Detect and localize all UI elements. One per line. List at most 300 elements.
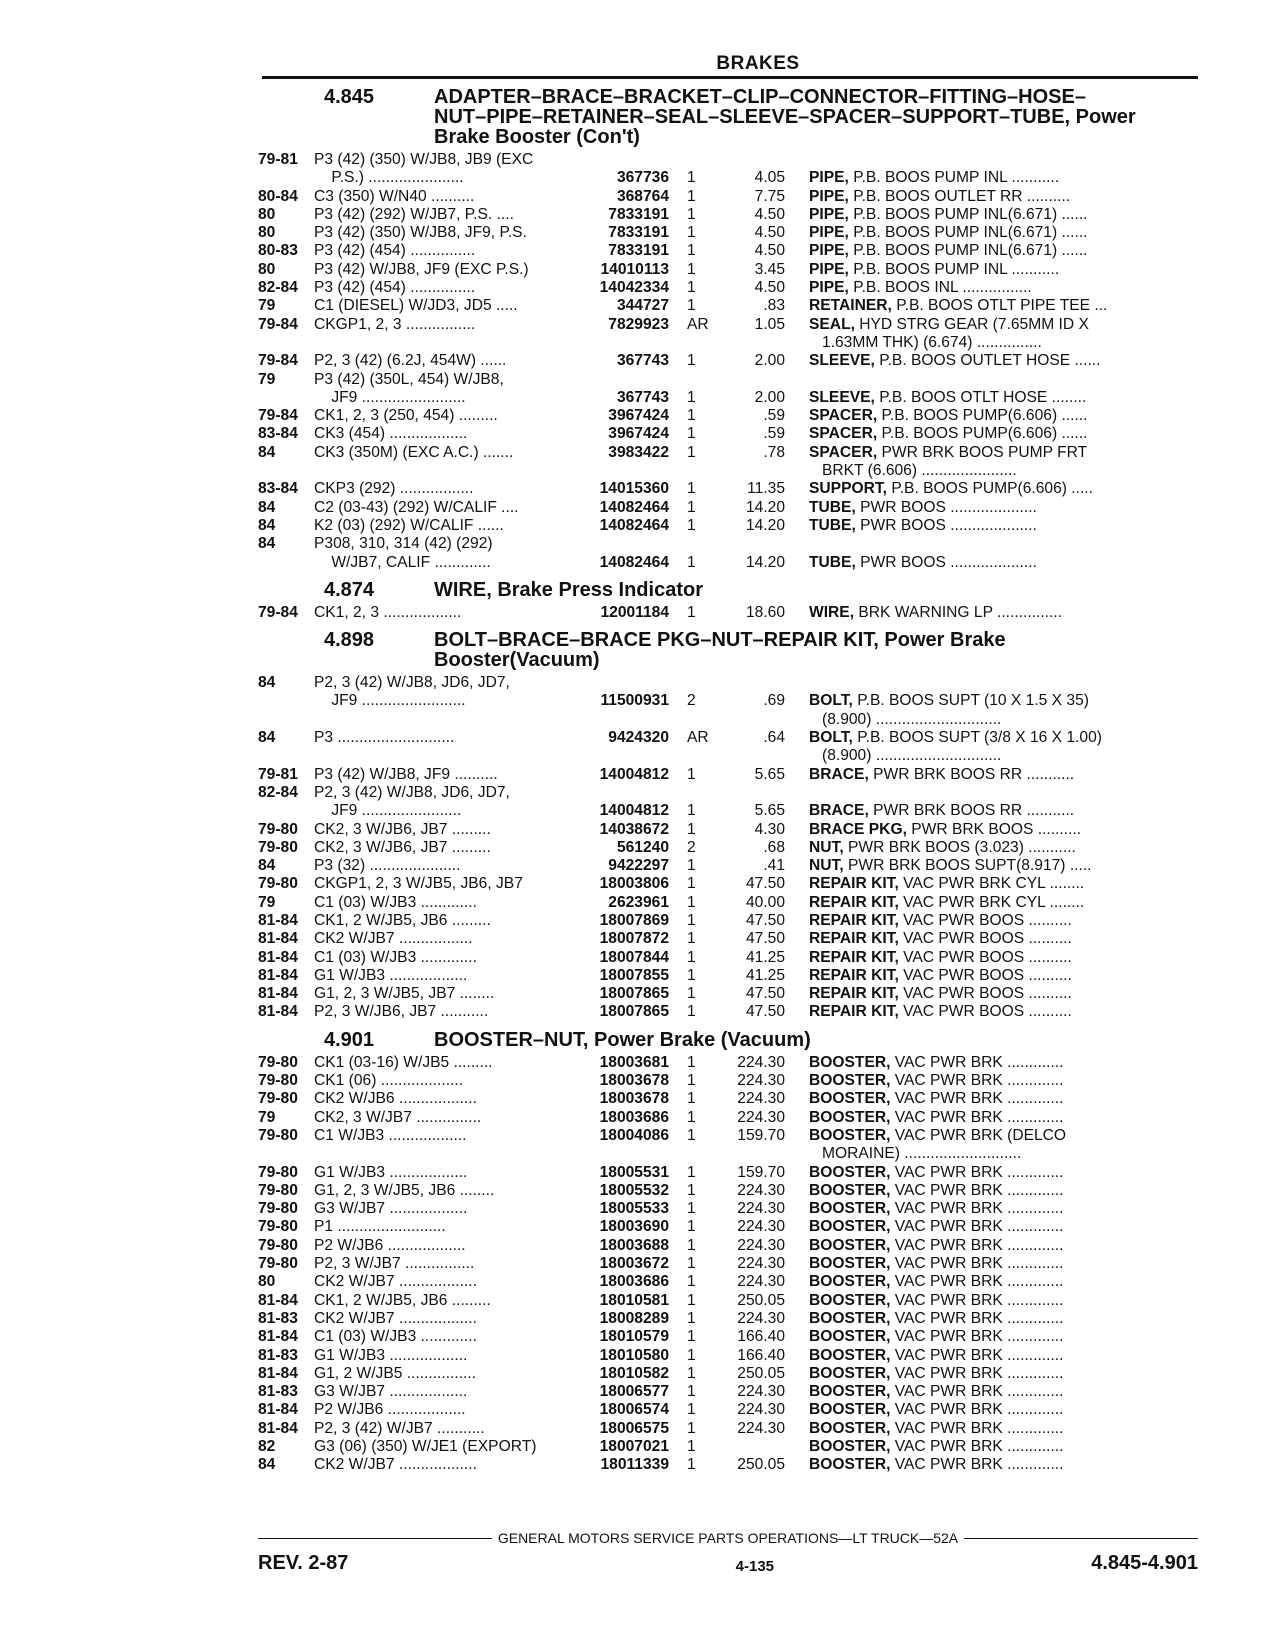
description: PIPE, P.B. BOOS OUTLET RR .......... bbox=[809, 187, 1071, 205]
part-number: 18003806 bbox=[599, 875, 669, 893]
quantity: 1 bbox=[687, 1108, 696, 1126]
price: 166.40 bbox=[737, 1328, 785, 1346]
part-number: 18003672 bbox=[599, 1255, 669, 1273]
year-range: 84 bbox=[258, 498, 276, 516]
description: REPAIR KIT, VAC PWR BOOS .......... bbox=[809, 1003, 1072, 1021]
parts-row bbox=[258, 1003, 1198, 1021]
year-range: 80-83 bbox=[258, 242, 298, 260]
year-range: 79-80 bbox=[258, 875, 298, 893]
price bbox=[731, 784, 809, 802]
application: C1 W/JB3 .................. bbox=[314, 1126, 467, 1144]
parts-row bbox=[258, 766, 1198, 784]
year-range: 79-80 bbox=[258, 1053, 298, 1071]
year-range: 81-84 bbox=[258, 1328, 298, 1346]
part-number: 18007021 bbox=[599, 1438, 669, 1455]
part-number: 7833191 bbox=[608, 224, 669, 242]
price: 14.20 bbox=[745, 516, 785, 534]
parts-row bbox=[258, 1438, 1198, 1456]
application: CK1, 2, 3 (250, 454) ......... bbox=[314, 407, 498, 425]
application: CKGP1, 2, 3 W/JB5, JB6, JB7 bbox=[314, 875, 523, 893]
application: C1 (03) W/JB3 ............. bbox=[314, 948, 477, 966]
parts-row bbox=[258, 1456, 1198, 1474]
quantity: 1 bbox=[687, 1438, 696, 1455]
part-number: 18010580 bbox=[599, 1346, 669, 1364]
parts-row bbox=[258, 1328, 1198, 1346]
footer-publisher: GENERAL MOTORS SERVICE PARTS OPERATIONS—LT TRUCK—52A bbox=[497, 1530, 959, 1546]
quantity bbox=[681, 535, 731, 553]
quantity: 1 bbox=[687, 1126, 696, 1144]
price: 224.30 bbox=[737, 1200, 785, 1218]
application: P1 ......................... bbox=[314, 1218, 446, 1236]
description: BOOSTER, VAC PWR BRK ............. bbox=[809, 1309, 1064, 1327]
description: SEAL, HYD STRG GEAR (7.65MM ID X bbox=[809, 315, 1089, 333]
parts-catalog-page bbox=[258, 52, 1198, 1475]
application: CKP3 (292) ................. bbox=[314, 480, 474, 498]
parts-list bbox=[258, 151, 1198, 572]
parts-row bbox=[258, 821, 1198, 839]
price bbox=[731, 535, 809, 553]
part-number: 18003678 bbox=[599, 1090, 669, 1108]
quantity: 1 bbox=[687, 1200, 696, 1218]
parts-row bbox=[258, 784, 1198, 802]
application: G1 W/JB3 .................. bbox=[314, 1163, 468, 1181]
parts-row bbox=[258, 839, 1198, 857]
quantity: 2 bbox=[687, 692, 696, 710]
part-number bbox=[574, 1145, 681, 1163]
price: 47.50 bbox=[745, 875, 785, 893]
quantity: 1 bbox=[687, 498, 696, 516]
part-number: 18003678 bbox=[599, 1072, 669, 1090]
description: BOOSTER, VAC PWR BRK ............. bbox=[809, 1200, 1064, 1218]
parts-row bbox=[258, 279, 1198, 297]
year-range: 84 bbox=[258, 535, 276, 553]
year-range: 79 bbox=[258, 297, 276, 315]
application: CK2 W/JB7 ................. bbox=[314, 930, 473, 948]
price: 159.70 bbox=[737, 1126, 785, 1144]
price: 250.05 bbox=[737, 1456, 785, 1474]
price: 224.30 bbox=[737, 1236, 785, 1254]
application: C1 (03) W/JB3 ............. bbox=[314, 1328, 477, 1346]
parts-row bbox=[258, 297, 1198, 315]
description: NUT, PWR BRK BOOS SUPT(8.917) ..... bbox=[809, 857, 1092, 875]
header-rule bbox=[262, 76, 1198, 79]
parts-row bbox=[258, 1237, 1198, 1255]
description: BOOSTER, VAC PWR BRK ............. bbox=[809, 1236, 1064, 1254]
application: CK2 W/JB7 .................. bbox=[314, 1273, 477, 1291]
quantity: 1 bbox=[687, 985, 696, 1003]
year-range: 84 bbox=[258, 443, 276, 461]
description: BRACE PKG, PWR BRK BOOS .......... bbox=[809, 820, 1082, 838]
part-number: 3967424 bbox=[608, 407, 669, 425]
price: 5.65 bbox=[754, 802, 785, 820]
part-number: 18008289 bbox=[599, 1309, 669, 1327]
year-range: 79-80 bbox=[258, 1218, 298, 1236]
application: C2 (03-43) (292) W/CALIF .... bbox=[314, 498, 519, 516]
application: CK2, 3 W/JB6, JB7 ......... bbox=[314, 820, 491, 838]
year-range: 81-84 bbox=[258, 911, 298, 929]
price: 4.30 bbox=[754, 820, 785, 838]
application: P2 W/JB6 .................. bbox=[314, 1236, 466, 1254]
parts-row bbox=[258, 352, 1198, 370]
application: G3 W/JB7 .................. bbox=[314, 1200, 468, 1218]
part-number: 9422297 bbox=[608, 857, 669, 875]
description: BOLT, P.B. BOOS SUPT (10 X 1.5 X 35) bbox=[809, 692, 1089, 710]
price: .64 bbox=[763, 729, 785, 747]
year-range: 79-80 bbox=[258, 820, 298, 838]
description: BOOSTER, VAC PWR BRK (DELCO bbox=[809, 1126, 1067, 1144]
quantity: 1 bbox=[687, 1328, 696, 1346]
parts-row bbox=[258, 1182, 1198, 1200]
description: PIPE, P.B. BOOS PUMP INL(6.671) ...... bbox=[809, 224, 1088, 242]
price bbox=[731, 371, 809, 389]
price: 4.50 bbox=[754, 224, 785, 242]
price bbox=[731, 711, 809, 729]
year-range: 81-84 bbox=[258, 1419, 298, 1437]
description: BOLT, P.B. BOOS SUPT (3/8 X 16 X 1.00) bbox=[809, 729, 1102, 747]
year-range: 79-80 bbox=[258, 838, 298, 856]
application: CK2, 3 W/JB7 ............... bbox=[314, 1108, 482, 1126]
parts-row bbox=[258, 1109, 1198, 1127]
description bbox=[809, 784, 1198, 802]
part-number: 7829923 bbox=[608, 315, 669, 333]
description: BOOSTER, VAC PWR BRK ............. bbox=[809, 1438, 1064, 1455]
year-range: 79-84 bbox=[258, 352, 298, 370]
application: P3 (42) (350) W/JB8, JB9 (EXC bbox=[314, 151, 534, 168]
price: .68 bbox=[763, 838, 785, 856]
parts-row bbox=[258, 224, 1198, 242]
price: .78 bbox=[763, 443, 785, 461]
quantity: 1 bbox=[687, 443, 696, 461]
application: CK1 (06) ................... bbox=[314, 1072, 464, 1090]
description: MORAINE) ........................... bbox=[809, 1145, 1022, 1163]
quantity: 1 bbox=[687, 1236, 696, 1254]
application: P3 (42) (350L, 454) W/JB8, bbox=[314, 370, 504, 388]
section-number: 4.874 bbox=[324, 578, 375, 601]
parts-row bbox=[258, 967, 1198, 985]
application: C3 (350) W/N40 .......... bbox=[314, 187, 475, 205]
year-range: 83-84 bbox=[258, 425, 298, 443]
description: BOOSTER, VAC PWR BRK ............. bbox=[809, 1328, 1064, 1346]
price: 18.60 bbox=[745, 603, 785, 621]
parts-row bbox=[258, 334, 1198, 352]
description: SPACER, P.B. BOOS PUMP(6.606) ...... bbox=[809, 407, 1088, 425]
application: G3 W/JB7 .................. bbox=[314, 1383, 468, 1401]
quantity: 1 bbox=[687, 205, 696, 223]
year-range: 79 bbox=[258, 370, 276, 388]
parts-row bbox=[258, 857, 1198, 875]
part-number: 14082464 bbox=[599, 553, 669, 571]
year-range bbox=[258, 169, 314, 187]
quantity bbox=[681, 747, 731, 765]
parts-row bbox=[258, 1401, 1198, 1419]
part-number: 3983422 bbox=[608, 443, 669, 461]
quantity: 1 bbox=[687, 388, 696, 406]
year-range: 82-84 bbox=[258, 279, 298, 297]
application bbox=[314, 334, 574, 352]
price: 224.30 bbox=[737, 1383, 785, 1401]
price: 4.50 bbox=[754, 242, 785, 260]
price: 224.30 bbox=[737, 1401, 785, 1419]
application: JF9 ....................... bbox=[314, 802, 462, 820]
year-range: 81-83 bbox=[258, 1346, 298, 1364]
price: 5.65 bbox=[754, 765, 785, 783]
year-range: 81-84 bbox=[258, 1401, 298, 1419]
description: TUBE, PWR BOOS .................... bbox=[809, 553, 1037, 571]
application: P3 (42) (454) ............... bbox=[314, 279, 476, 297]
quantity: AR bbox=[687, 729, 709, 747]
quantity: 1 bbox=[687, 1364, 696, 1382]
price bbox=[731, 1438, 809, 1456]
price: 41.25 bbox=[745, 948, 785, 966]
part-number: 561240 bbox=[616, 838, 669, 856]
application: CK1, 2, 3 .................. bbox=[314, 603, 462, 621]
price: 224.30 bbox=[737, 1255, 785, 1273]
price bbox=[731, 334, 809, 352]
price: 224.30 bbox=[737, 1090, 785, 1108]
description: REPAIR KIT, VAC PWR BOOS .......... bbox=[809, 966, 1072, 984]
application: C1 (DIESEL) W/JD3, JD5 ..... bbox=[314, 297, 518, 315]
part-number: 18005532 bbox=[599, 1181, 669, 1199]
price: .41 bbox=[763, 857, 785, 875]
application: CK2 W/JB6 .................. bbox=[314, 1090, 477, 1108]
quantity: 1 bbox=[687, 820, 696, 838]
parts-row bbox=[258, 711, 1198, 729]
year-range: 84 bbox=[258, 729, 276, 747]
description: PIPE, P.B. BOOS PUMP INL ........... bbox=[809, 260, 1060, 278]
parts-row bbox=[258, 1365, 1198, 1383]
part-number: 12001184 bbox=[600, 603, 669, 621]
description: REPAIR KIT, VAC PWR BOOS .......... bbox=[809, 985, 1072, 1003]
parts-row bbox=[258, 674, 1198, 692]
description: RETAINER, P.B. BOOS OTLT PIPE TEE ... bbox=[809, 297, 1108, 315]
quantity: 1 bbox=[687, 1255, 696, 1273]
parts-row bbox=[258, 261, 1198, 279]
year-range bbox=[258, 389, 314, 407]
part-number: 14082464 bbox=[599, 498, 669, 516]
description: BRACE, PWR BRK BOOS RR ........... bbox=[809, 802, 1075, 820]
quantity: 1 bbox=[687, 857, 696, 875]
application: P3 (42) W/JB8, JF9 .......... bbox=[314, 765, 498, 783]
parts-row bbox=[258, 188, 1198, 206]
description: BRACE, PWR BRK BOOS RR ........... bbox=[809, 765, 1075, 783]
description: REPAIR KIT, VAC PWR BOOS .......... bbox=[809, 930, 1072, 948]
year-range: 79 bbox=[258, 1108, 276, 1126]
application: CK3 (350M) (EXC A.C.) ....... bbox=[314, 443, 514, 461]
parts-row bbox=[258, 535, 1198, 553]
sections-container bbox=[258, 87, 1198, 1475]
application: P2, 3 (42) W/JB8, JD6, JD7, bbox=[314, 783, 510, 801]
parts-row bbox=[258, 875, 1198, 893]
quantity: 1 bbox=[687, 297, 696, 315]
part-number: 18007869 bbox=[599, 911, 669, 929]
application: G1, 2, 3 W/JB5, JB7 ........ bbox=[314, 985, 495, 1003]
parts-row bbox=[258, 517, 1198, 535]
part-number bbox=[574, 535, 681, 553]
parts-row bbox=[258, 151, 1198, 169]
year-range: 79-81 bbox=[258, 151, 298, 168]
application: W/JB7, CALIF ............. bbox=[314, 553, 491, 571]
page-footer bbox=[258, 1530, 1198, 1575]
year-range: 81-84 bbox=[258, 948, 298, 966]
quantity: 1 bbox=[687, 948, 696, 966]
part-number: 18003681 bbox=[599, 1053, 669, 1071]
description bbox=[809, 535, 1198, 553]
application: P2 W/JB6 .................. bbox=[314, 1401, 466, 1419]
quantity: 1 bbox=[687, 1419, 696, 1437]
year-range: 81-84 bbox=[258, 1003, 298, 1021]
application: CKGP1, 2, 3 ................ bbox=[314, 315, 476, 333]
part-number: 18005533 bbox=[599, 1200, 669, 1218]
year-range: 79-84 bbox=[258, 315, 298, 333]
description: BOOSTER, VAC PWR BRK ............. bbox=[809, 1346, 1064, 1364]
price: 4.50 bbox=[754, 205, 785, 223]
quantity: 1 bbox=[687, 603, 696, 621]
application: P3 (42) W/JB8, JF9 (EXC P.S.) bbox=[314, 260, 529, 278]
section-heading bbox=[258, 1030, 1198, 1050]
parts-row bbox=[258, 802, 1198, 820]
application: P2, 3 W/JB7 ................ bbox=[314, 1255, 475, 1273]
application: CK1 (03-16) W/JB5 ......... bbox=[314, 1053, 493, 1071]
parts-row bbox=[258, 554, 1198, 572]
year-range bbox=[258, 802, 314, 820]
parts-row bbox=[258, 316, 1198, 334]
part-number: 11500931 bbox=[600, 692, 669, 710]
quantity: 1 bbox=[687, 279, 696, 297]
part-number: 18007872 bbox=[599, 930, 669, 948]
part-number bbox=[574, 674, 681, 692]
year-range: 81-84 bbox=[258, 985, 298, 1003]
price: 4.50 bbox=[754, 279, 785, 297]
year-range: 80-84 bbox=[258, 187, 298, 205]
year-range bbox=[258, 554, 314, 572]
part-number: 3967424 bbox=[608, 425, 669, 443]
part-number: 367743 bbox=[616, 388, 669, 406]
price: 224.30 bbox=[737, 1053, 785, 1071]
parts-row bbox=[258, 169, 1198, 187]
year-range bbox=[258, 747, 314, 765]
price: 40.00 bbox=[745, 893, 785, 911]
price: 47.50 bbox=[745, 930, 785, 948]
quantity: 1 bbox=[687, 425, 696, 443]
quantity bbox=[681, 371, 731, 389]
quantity bbox=[681, 334, 731, 352]
part-number: 14082464 bbox=[599, 516, 669, 534]
parts-row bbox=[258, 1164, 1198, 1182]
description: BOOSTER, VAC PWR BRK ............. bbox=[809, 1090, 1064, 1108]
year-range: 79-84 bbox=[258, 407, 298, 425]
price: 7.75 bbox=[754, 187, 785, 205]
section-title: ADAPTER–BRACE–BRACKET–CLIP–CONNECTOR–FITTING–HOSE–NUT–PIPE–RETAINER–SEAL–SLEEVE–SPACER–SUPPORT–TUBE, Power Brake Booster (Con't) bbox=[434, 86, 1136, 148]
quantity bbox=[681, 1145, 731, 1163]
part-number: 18010581 bbox=[599, 1291, 669, 1309]
price: 4.05 bbox=[754, 169, 785, 187]
parts-row bbox=[258, 1127, 1198, 1145]
application: P2, 3 (42) (6.2J, 454W) ...... bbox=[314, 352, 507, 370]
parts-row bbox=[258, 985, 1198, 1003]
part-number: 14042334 bbox=[599, 279, 669, 297]
parts-row bbox=[258, 949, 1198, 967]
section-number: 4.898 bbox=[324, 629, 375, 652]
part-number bbox=[574, 334, 681, 352]
part-number bbox=[574, 747, 681, 765]
price: .83 bbox=[763, 297, 785, 315]
year-range: 83-84 bbox=[258, 480, 298, 498]
section-number: 4.845 bbox=[324, 86, 375, 108]
price: 166.40 bbox=[737, 1346, 785, 1364]
application: K2 (03) (292) W/CALIF ...... bbox=[314, 516, 504, 534]
description: BOOSTER, VAC PWR BRK ............. bbox=[809, 1181, 1064, 1199]
application: G1 W/JB3 .................. bbox=[314, 966, 468, 984]
price: 14.20 bbox=[745, 553, 785, 571]
price bbox=[731, 462, 809, 480]
price: 250.05 bbox=[737, 1291, 785, 1309]
part-number bbox=[574, 711, 681, 729]
quantity bbox=[681, 711, 731, 729]
description: (8.900) ............................. bbox=[809, 710, 1002, 728]
part-number: 18007855 bbox=[599, 966, 669, 984]
parts-row bbox=[258, 894, 1198, 912]
price: 224.30 bbox=[737, 1181, 785, 1199]
price: 224.30 bbox=[737, 1273, 785, 1291]
quantity bbox=[681, 462, 731, 480]
part-number: 18005531 bbox=[599, 1163, 669, 1181]
year-range: 80 bbox=[258, 224, 276, 242]
parts-list bbox=[258, 674, 1198, 1022]
section-heading bbox=[258, 630, 1198, 670]
application: CK1, 2 W/JB5, JB6 ......... bbox=[314, 911, 491, 929]
description: BOOSTER, VAC PWR BRK ............. bbox=[809, 1255, 1064, 1273]
price: 41.25 bbox=[745, 966, 785, 984]
description: (8.900) ............................. bbox=[809, 747, 1002, 765]
application: P.S.) ...................... bbox=[314, 169, 464, 187]
parts-row bbox=[258, 242, 1198, 260]
parts-list bbox=[258, 604, 1198, 622]
section-number: 4.901 bbox=[324, 1028, 375, 1051]
year-range: 84 bbox=[258, 516, 276, 534]
parts-row bbox=[258, 206, 1198, 224]
application bbox=[314, 1145, 574, 1163]
part-number: 18006577 bbox=[599, 1383, 669, 1401]
parts-row bbox=[258, 604, 1198, 622]
year-range: 79-80 bbox=[258, 1090, 298, 1108]
quantity: 1 bbox=[687, 802, 696, 820]
parts-list bbox=[258, 1054, 1198, 1475]
parts-row bbox=[258, 729, 1198, 747]
year-range: 84 bbox=[258, 1456, 276, 1474]
price: 11.35 bbox=[747, 480, 785, 498]
part-number: 2623961 bbox=[608, 893, 669, 911]
parts-row bbox=[258, 1090, 1198, 1108]
year-range bbox=[258, 334, 314, 352]
application: CK1, 2 W/JB5, JB6 ......... bbox=[314, 1291, 491, 1309]
description: REPAIR KIT, VAC PWR BOOS .......... bbox=[809, 948, 1072, 966]
part-number: 18007865 bbox=[599, 1003, 669, 1021]
description: REPAIR KIT, VAC PWR BRK CYL ........ bbox=[809, 875, 1085, 893]
description: PIPE, P.B. BOOS INL ................ bbox=[809, 279, 1032, 297]
year-range: 82-84 bbox=[258, 783, 298, 801]
description: BOOSTER, VAC PWR BRK ............. bbox=[809, 1053, 1064, 1071]
year-range: 81-84 bbox=[258, 966, 298, 984]
quantity: 1 bbox=[687, 1163, 696, 1181]
parts-row bbox=[258, 371, 1198, 389]
application: P3 (42) (350) W/JB8, JF9, P.S. bbox=[314, 224, 527, 242]
year-range: 79-80 bbox=[258, 1181, 298, 1199]
part-number: 18003690 bbox=[599, 1218, 669, 1236]
section-range: 4.845-4.901 bbox=[1091, 1552, 1198, 1574]
parts-row bbox=[258, 912, 1198, 930]
part-number: 18007865 bbox=[599, 985, 669, 1003]
parts-row bbox=[258, 1273, 1198, 1291]
